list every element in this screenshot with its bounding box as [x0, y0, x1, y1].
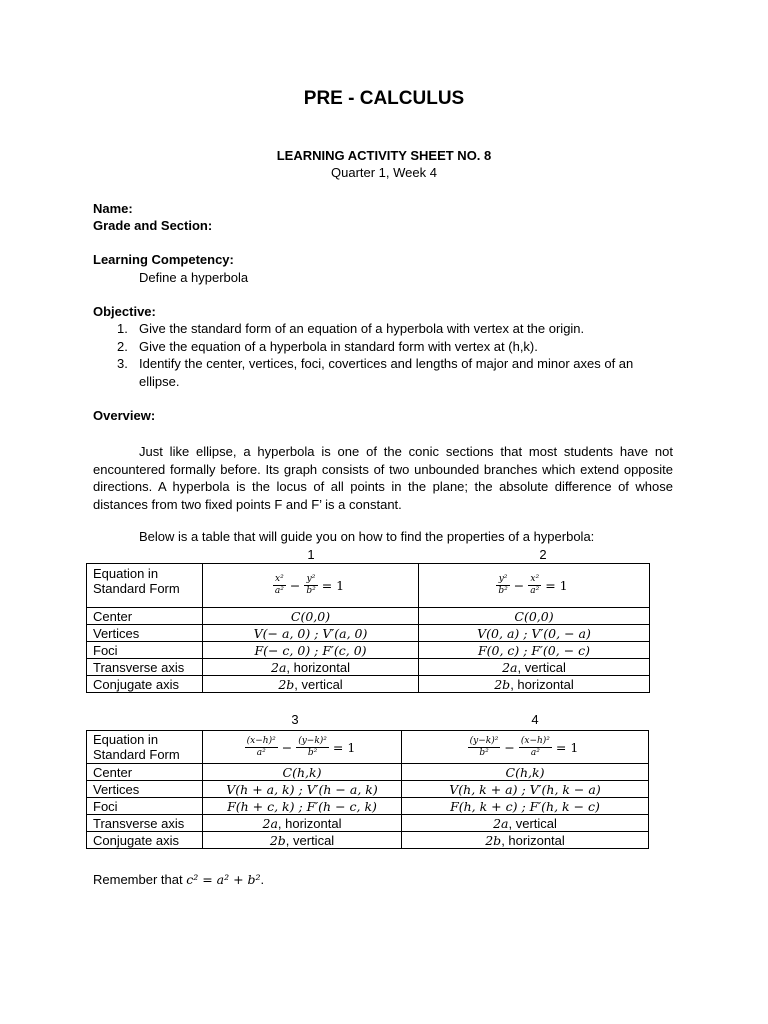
- equals-one: = 1: [545, 578, 568, 593]
- axis-length: 2b: [494, 676, 511, 692]
- conjugate-cell: [419, 676, 650, 693]
- column-number: 4: [531, 712, 539, 727]
- fraction-denominator: a²: [530, 586, 540, 596]
- foci-cell: F(0, c) ; F′(0, − c): [419, 642, 650, 659]
- fraction-denominator: b²: [498, 586, 508, 596]
- vertices-cell: V(0, a) ; V′(0, − a): [419, 625, 650, 642]
- conjugate-cell: [203, 676, 419, 693]
- fraction: [468, 736, 501, 759]
- fraction-numerator: x²: [273, 574, 286, 586]
- axis-orientation: , horizontal: [277, 815, 342, 831]
- pythagorean-formula: c² = a² + b²: [186, 872, 261, 887]
- axis-orientation: , horizontal: [286, 659, 350, 675]
- table-row: [87, 608, 650, 625]
- fraction-denominator: b²: [479, 747, 489, 758]
- row-label-center: Center: [87, 608, 203, 625]
- row-label-transverse: Transverse axis: [87, 659, 203, 676]
- foci-cell: F(h, k + c) ; F′(h, k − c): [402, 798, 649, 815]
- axis-orientation: , horizontal: [510, 676, 574, 692]
- hyperbola-properties-table-1: [86, 563, 650, 693]
- objective-text: Give the equation of a hyperbola in standard form with vertex at (h,k).: [139, 338, 538, 354]
- fraction-numerator: (y−k)²: [298, 735, 327, 746]
- foci-cell: F(h + c, k) ; F′(h − c, k): [203, 798, 402, 815]
- name-label: Name:: [93, 201, 133, 216]
- vertices-cell: V(− a, 0) ; V′(a, 0): [203, 625, 419, 642]
- remember-prefix: Remember that: [93, 872, 187, 887]
- row-label-transverse: Transverse axis: [87, 815, 203, 832]
- column-number: 3: [291, 712, 299, 727]
- fraction-numerator: x²: [528, 574, 541, 586]
- fraction-denominator: a²: [274, 586, 284, 596]
- equals-one: = 1: [321, 578, 345, 593]
- row-label-conjugate: Conjugate axis: [87, 676, 203, 693]
- fraction-denominator: b²: [306, 586, 316, 596]
- axis-orientation: , vertical: [517, 659, 566, 675]
- hyperbola-properties-table-2: [86, 730, 649, 849]
- axis-length: 2b: [485, 832, 502, 848]
- table-row: [87, 815, 649, 832]
- table-row: [87, 676, 650, 693]
- center-cell: C(0,0): [419, 608, 650, 625]
- fraction-numerator: (y−k)²: [469, 735, 499, 746]
- row-label-line: Equation in: [93, 566, 159, 581]
- equation-cell: [402, 731, 649, 764]
- column-number: 2: [539, 547, 547, 562]
- conjugate-cell: [203, 832, 402, 849]
- axis-length: 2b: [278, 676, 295, 692]
- row-label-foci: Foci: [87, 798, 203, 815]
- objective-text: Identify the center, vertices, foci, covertices and lengths of major and minor axes of an ellipse.: [139, 356, 634, 389]
- objective-item: [93, 355, 673, 390]
- center-cell: C(h,k): [203, 764, 402, 781]
- objective-label: Objective:: [93, 304, 156, 319]
- table-row: [87, 764, 649, 781]
- overview-paragraph: [93, 443, 673, 513]
- fraction: [496, 574, 509, 597]
- competency-text: Define a hyperbola: [139, 270, 249, 285]
- axis-orientation: , horizontal: [501, 832, 565, 848]
- transverse-cell: [203, 815, 402, 832]
- row-label-line: Equation in: [93, 732, 159, 747]
- equals-one: = 1: [332, 739, 356, 755]
- grade-section-label: Grade and Section:: [93, 218, 213, 233]
- table-row: [87, 731, 649, 764]
- table-row: [87, 642, 650, 659]
- minus-sign: −: [289, 578, 301, 593]
- conjugate-cell: [402, 832, 649, 849]
- row-label-equation: [87, 564, 203, 608]
- fraction: [273, 574, 286, 597]
- axis-orientation: , vertical: [285, 832, 335, 848]
- transverse-cell: [203, 659, 419, 676]
- equation-cell: [203, 564, 419, 608]
- column-number: 1: [307, 547, 315, 562]
- foci-cell: F(− c, 0) ; F′(c, 0): [203, 642, 419, 659]
- row-label-vertices: Vertices: [87, 625, 203, 642]
- equation-cell: [419, 564, 650, 608]
- row-label-center: Center: [87, 764, 203, 781]
- objective-number: 2.: [117, 338, 128, 354]
- equation-cell: [203, 731, 402, 764]
- row-label-foci: Foci: [87, 642, 203, 659]
- row-label-line: Standard Form: [93, 581, 180, 596]
- fraction-denominator: a²: [530, 747, 540, 758]
- remember-suffix: .: [260, 872, 265, 887]
- vertices-cell: V(h, k + a) ; V′(h, k − a): [402, 781, 649, 798]
- center-cell: C(h,k): [402, 764, 649, 781]
- axis-length: 2a: [502, 659, 518, 675]
- overview-label: Overview:: [93, 408, 156, 423]
- axis-orientation: , vertical: [294, 676, 343, 692]
- overview-text: Just like ellipse, a hyperbola is one of the conic sections that most students have not encountered formally before. Its graph consists of two unbounded branches which extend opposite directions. A hyperbola is the locus of all points in the plane; the absolute difference of whose distances from two fixed points F and F’ is a constant.: [93, 444, 673, 512]
- objective-item: [93, 320, 673, 338]
- table-row: [87, 781, 649, 798]
- vertices-cell: V(h + a, k) ; V′(h − a, k): [203, 781, 402, 798]
- axis-length: 2b: [269, 832, 286, 848]
- row-label-vertices: Vertices: [87, 781, 203, 798]
- fraction-numerator: (x−h)²: [246, 735, 276, 746]
- fraction-numerator: (x−h)²: [520, 735, 550, 746]
- fraction: [519, 736, 552, 759]
- sheet-title: LEARNING ACTIVITY SHEET NO. 8: [276, 148, 492, 163]
- objective-text: Give the standard form of an equation of a hyperbola with vertex at the origin.: [139, 321, 585, 336]
- objective-number: 3.: [117, 356, 128, 371]
- competency-label: Learning Competency:: [93, 252, 234, 267]
- fraction-denominator: b²: [307, 747, 318, 758]
- fraction-numerator: y²: [496, 574, 509, 586]
- equals-one: = 1: [555, 739, 579, 755]
- transverse-cell: [419, 659, 650, 676]
- page-title: PRE - CALCULUS: [303, 88, 465, 109]
- fraction: [296, 736, 329, 759]
- transverse-cell: [402, 815, 649, 832]
- row-label-equation: [87, 731, 203, 764]
- fraction: [304, 574, 317, 597]
- table-guide-text: Below is a table that will guide you on how to find the properties of a hyperbola:: [139, 529, 595, 544]
- remember-note: [93, 872, 264, 887]
- axis-length: 2a: [271, 659, 287, 675]
- fraction-denominator: a²: [256, 747, 266, 758]
- table-row: [87, 832, 649, 849]
- minus-sign: −: [281, 739, 293, 755]
- objective-number: 1.: [117, 321, 128, 336]
- objective-list: [93, 320, 673, 390]
- axis-orientation: , vertical: [508, 815, 557, 831]
- axis-length: 2a: [493, 815, 509, 831]
- fraction-numerator: y²: [304, 574, 317, 586]
- center-cell: C(0,0): [203, 608, 419, 625]
- table-row: [87, 625, 650, 642]
- table-row: [87, 659, 650, 676]
- table-row: [87, 798, 649, 815]
- fraction: [245, 736, 278, 759]
- table-row: [87, 564, 650, 608]
- axis-length: 2a: [262, 815, 278, 831]
- minus-sign: −: [504, 739, 515, 755]
- objective-item: [93, 338, 673, 356]
- minus-sign: −: [513, 578, 525, 593]
- row-label-line: Standard Form: [93, 747, 180, 762]
- fraction: [528, 574, 541, 597]
- row-label-conjugate: Conjugate axis: [87, 832, 203, 849]
- quarter-label: Quarter 1, Week 4: [331, 165, 437, 180]
